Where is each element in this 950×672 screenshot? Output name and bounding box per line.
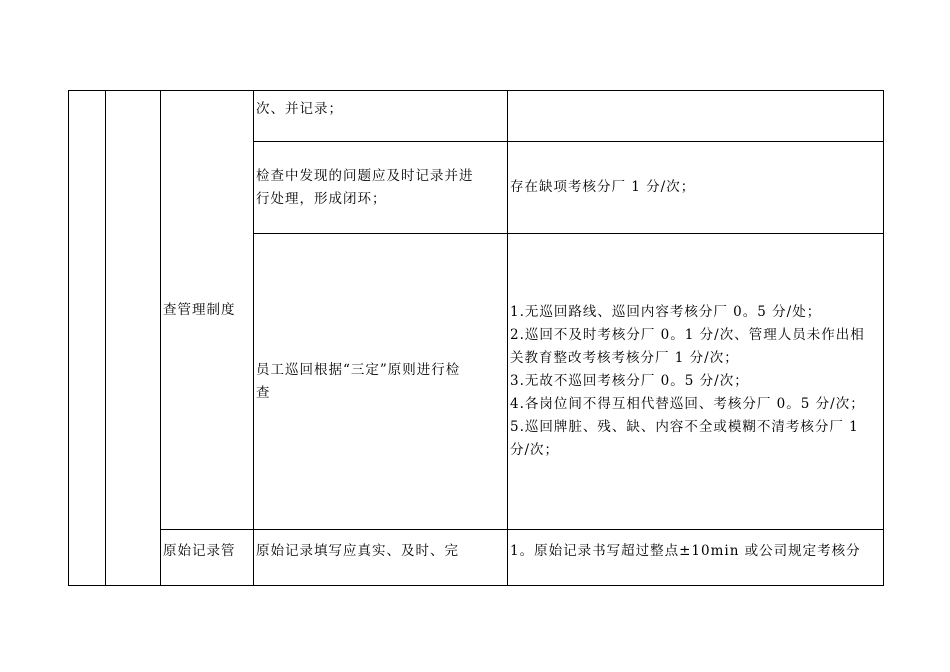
table-row [69,91,884,142]
assessment-line: 1.无巡回路线、巡回内容考核分厂 0。5 分/处； [510,304,822,320]
requirement-cell [254,530,508,586]
requirement-line: 查 [256,384,271,401]
requirement-line: 原始记录填写应真实、及时、完 [256,543,459,559]
col1-cell [69,91,106,586]
category-cell [161,530,254,586]
assessment-line: 分/次； [510,442,560,458]
col2-cell [106,91,161,586]
assessment-line: 2.巡回不及时考核分厂 0。1 分/次、管理人员未作出相 [510,327,865,343]
requirement-line: 次、并记录； [256,101,343,117]
assessment-line: 存在缺项考核分厂 1 分/次； [510,179,696,195]
assessment-table [68,90,884,586]
assessment-line: 1。原始记录书写超过整点±10min 或公司规定考核分 [510,543,861,559]
requirement-cell [254,234,508,530]
assessment-line: 4.各岗位间不得互相代替巡回、考核分厂 0。5 分/次； [510,396,865,412]
category-text: 原始记录管 [163,543,236,559]
assessment-line: 5.巡回牌脏、残、缺、内容不全或模糊不清考核分厂 1 [510,419,859,435]
assessment-cell [508,530,884,586]
assessment-cell [508,91,884,142]
assessment-line: 关教育整改考核考核分厂 1 分/次； [510,350,739,366]
table-row [69,530,884,586]
category-cell [161,91,254,530]
requirement-cell [254,91,508,142]
assessment-cell [508,234,884,530]
assessment-line: 3.无故不巡回考核分厂 0。5 分/次； [510,373,749,389]
requirement-line: 行处理，形成闭环； [256,190,387,207]
requirement-line: 检查中发现的问题应及时记录并进 [256,167,474,184]
category-text: 查管理制度 [163,301,236,318]
requirement-line: 员工巡回根据“三定”原则进行检 [256,361,461,378]
assessment-cell [508,142,884,234]
requirement-cell [254,142,508,234]
